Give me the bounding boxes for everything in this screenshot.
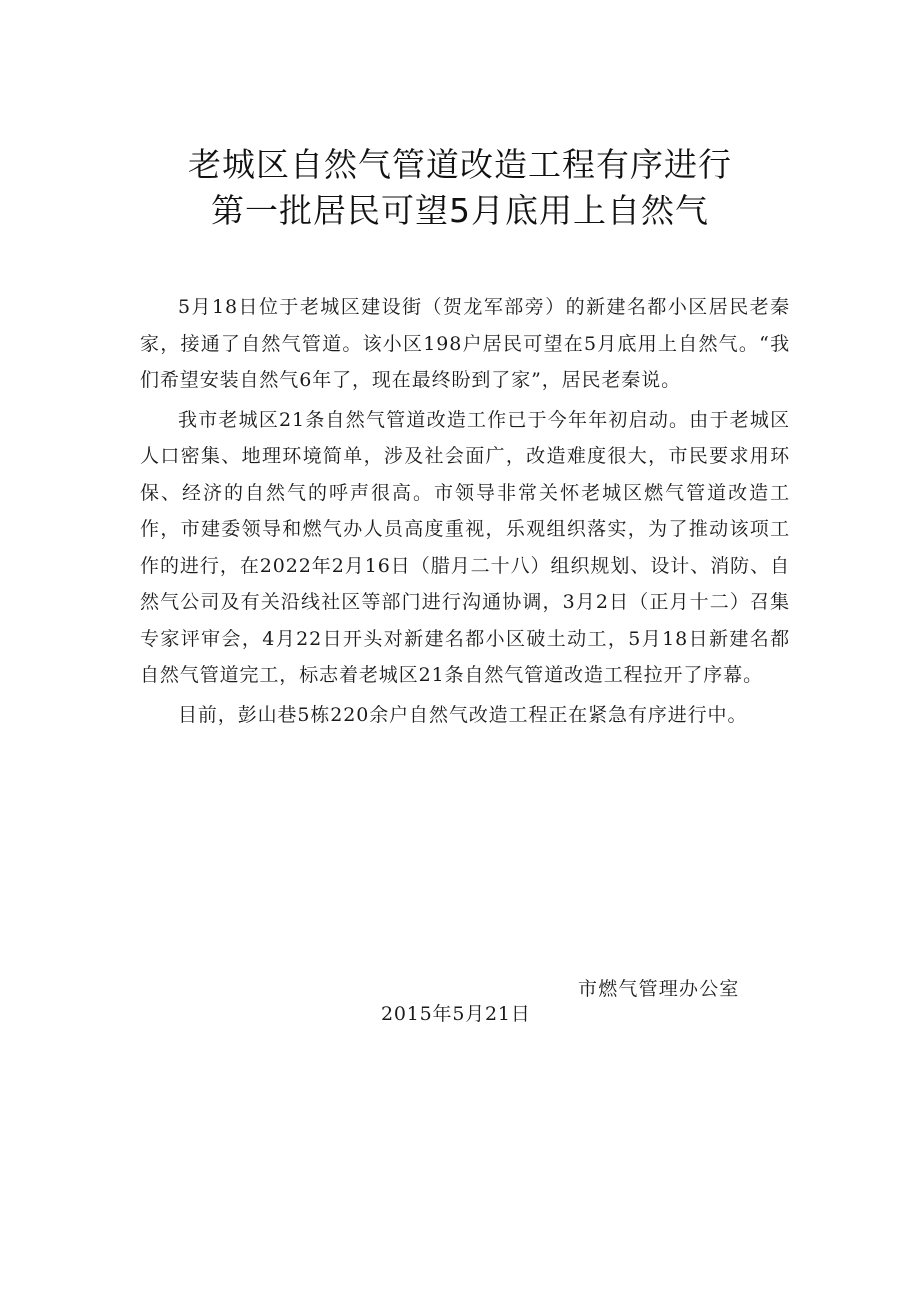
title-line-1: 老城区自然气管道改造工程有序进行 (188, 145, 732, 184)
signature-date: 2015年5月21日 (381, 1003, 531, 1025)
title-line-2: 第一批居民可望5月底用上自然气 (211, 191, 709, 230)
paragraph-2: 我市老城区21条自然气管道改造工作已于今年年初启动。由于老城区人口密集、地理环境简单，涉及社会面广，改造难度很大，市民要求用环保、经济的自然气的呼声很高。市领导非常关怀老城区燃气管道改造工作，市建委领导和燃气办人员高度重视，乐观组织落实，为了推动该项工作的进行，在2022年2月16日（腊月二十八）组织规划、设计、消防、自然气公司及有关沿线社区等部门进行沟通协调，3月2日（正月十二）召集专家评审会，4月22日开头对新建名都小区破土动工，5月18日新建名都自然气管道完工，标志着老城区21条自然气管道改造工程拉开了序幕。 (140, 408, 790, 686)
document-body (140, 289, 790, 736)
document-title (0, 142, 920, 234)
paragraph-3: 目前，彭山巷5栋220余户自然气改造工程正在紧急有序进行中。 (178, 703, 748, 726)
signature-organization: 市燃气管理办公室 (578, 978, 740, 1000)
paragraph-1: 5月18日位于老城区建设街（贺龙军部旁）的新建名都小区居民老秦家，接通了自然气管道。该小区198户居民可望在5月底用上自然气。“我们希望安装自然气6年了，现在最终盼到了家”，居民老秦说。 (140, 296, 790, 391)
